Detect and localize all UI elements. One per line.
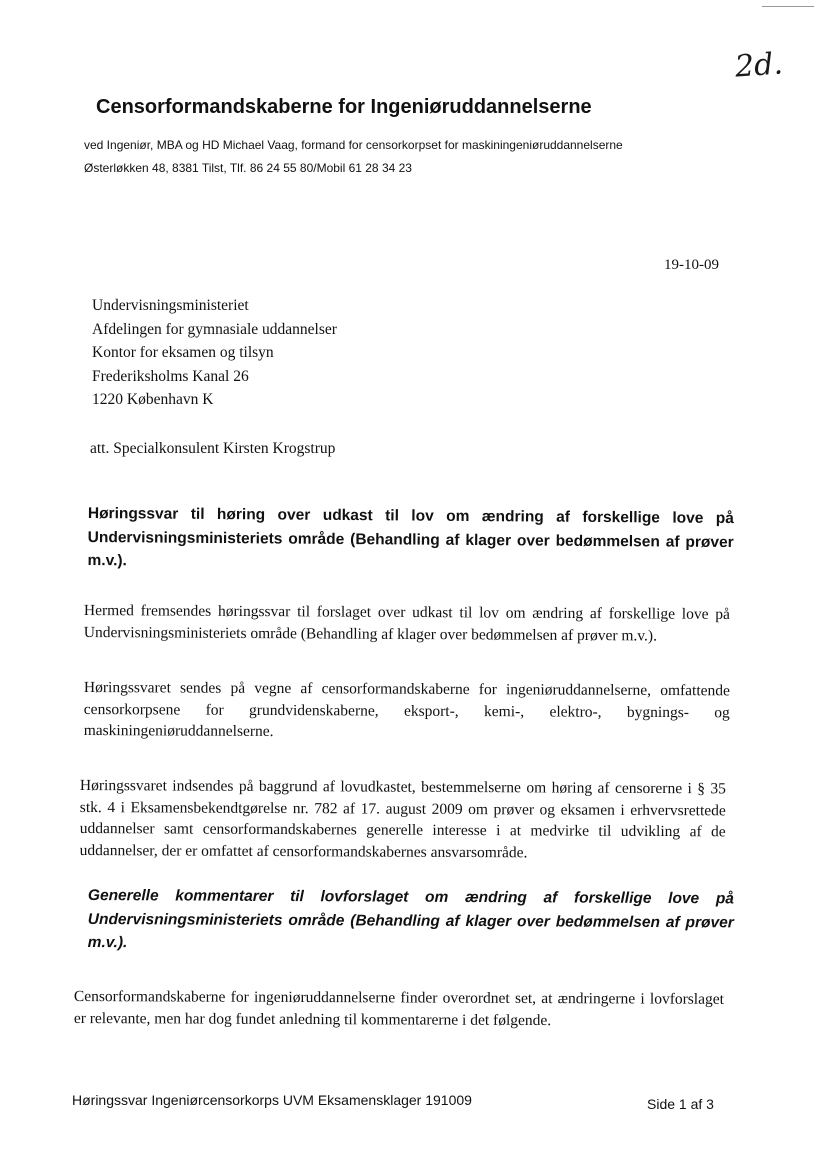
letterhead-title: Censorformandskaberne for Ingeniøruddannelserne (96, 96, 592, 118)
scan-artifact-line (762, 6, 814, 7)
footer-document-name: Høringssvar Ingeniørcensorkorps UVM Eksamensklager 191009 (72, 1092, 472, 1108)
letterhead-address-line: Østerløkken 48, 8381 Tilst, Tlf. 86 24 55 80/Mobil 61 28 34 23 (84, 161, 412, 175)
recipient-line: Kontor for eksamen og tilsyn (92, 344, 274, 361)
handwritten-annotation: 2d. (733, 46, 784, 85)
body-paragraph: Høringssvaret indsendes på baggrund af lovudkastet, bestemmelserne om høring af censorerne i § 35 stk. 4 i Eksamensbekendtgørelse nr. 782 af 17. august 2009 om prøver og eksamen i erhvervsrettede uddannelser samt censorformandskabernes generelle interesse i at medvirke til udvikling af de uddannelser, der er omfattet af censorformandskabernes ansvarsområde. (79, 777, 726, 861)
recipient-address-block (92, 294, 337, 412)
body-paragraph: Hermed fremsendes høringssvar til forslaget over udkast til lov om ændring af forskellige love på Undervisningsministeriets område (Behandling af klager over bedømmelsen af prøver m.v.). (83, 601, 730, 645)
footer-page-number: Side 1 af 3 (647, 1096, 714, 1112)
attention-line: att. Specialkonsulent Kirsten Krogstrup (90, 440, 336, 457)
letter-date: 19-10-09 (664, 257, 719, 273)
body-paragraph: Høringssvaret sendes på vegne af censorformandskaberne for ingeniøruddannelserne, omfattende censorkorpsene for grundvidenskaberne, eksport-, kemi-, elektro-, bygnings- og maskiningeniøruddannelserne. (83, 679, 730, 740)
letterhead-sender-line: ved Ingeniør, MBA og HD Michael Vaag, formand for censorkorpset for maskiningeniøruddannelserne (84, 138, 623, 152)
recipient-line: Afdelingen for gymnasiale uddannelser (92, 320, 337, 338)
recipient-line: 1220 København K (92, 391, 214, 408)
recipient-line: Frederiksholms Kanal 26 (92, 367, 249, 385)
subject-heading: Høringssvar til høring over udkast til lov om ændring af forskellige love på Undervisningsministeriets område (Behandling af klager over bedømmelsen af prøver m.v.). (87, 504, 734, 570)
recipient-line: Undervisningsministeriet (92, 297, 249, 314)
section-heading: Generelle kommentarer til lovforslaget om ændring af forskellige love på Undervisningsministeriets område (Behandling af klager over bedømmelsen af prøver m.v.). (87, 886, 734, 952)
section-paragraph: Censorformandskaberne for ingeniøruddannelserne finder overordnet set, at ændringerne i lovforslaget er relevante, men har dog fundet anledning til kommentarerne i det følgende. (73, 988, 724, 1029)
